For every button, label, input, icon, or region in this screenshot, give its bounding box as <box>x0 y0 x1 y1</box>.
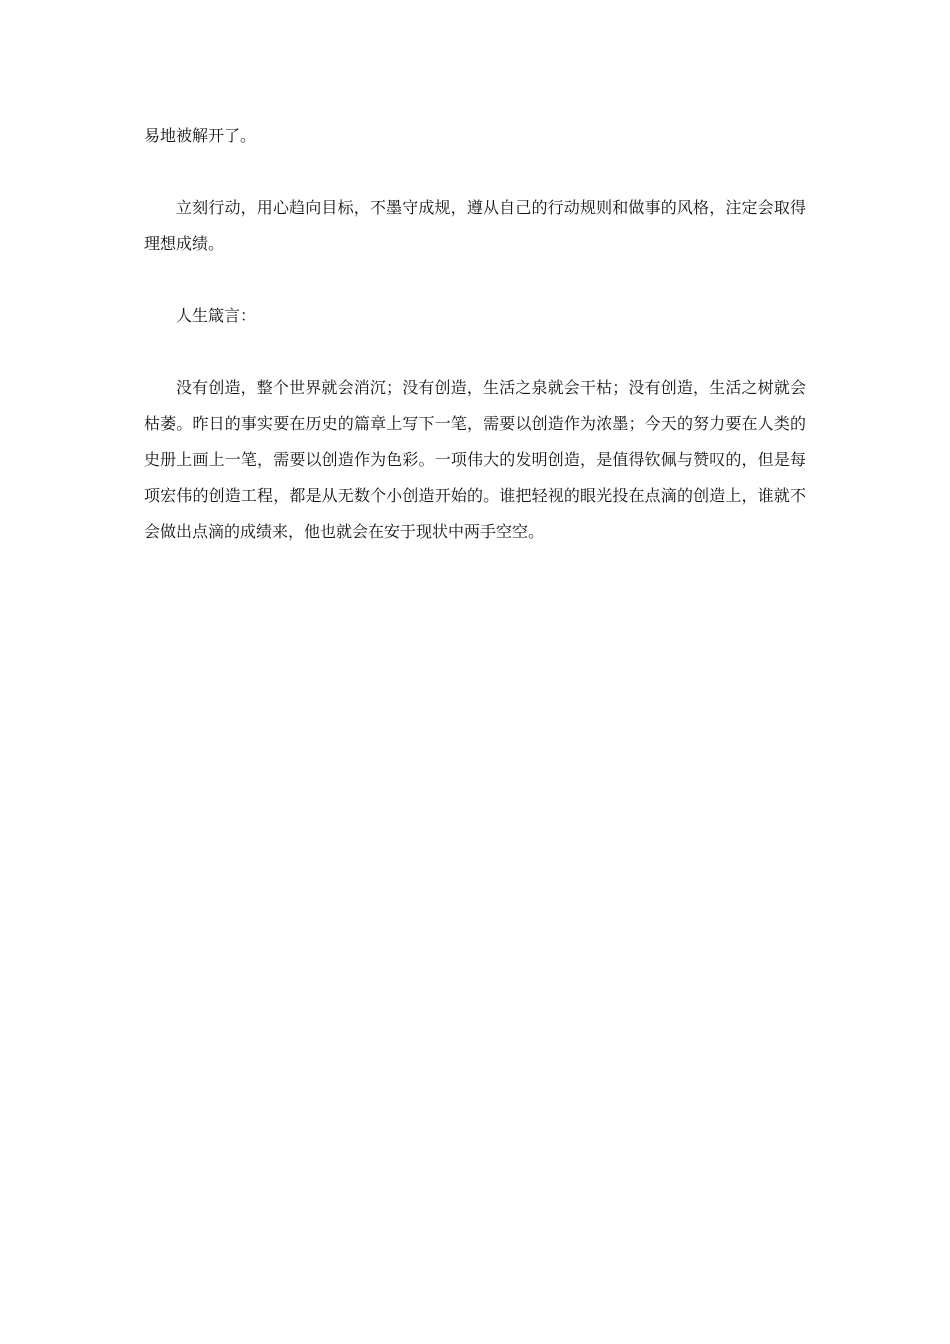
paragraph-creation: 没有创造，整个世界就会消沉；没有创造，生活之泉就会干枯；没有创造，生活之树就会枯萎。昨日的事实要在历史的篇章上写下一笔，需要以创造作为浓墨；今天的努力要在人类的史册上画上一笔，需要以创造作为色彩。一项伟大的发明创造，是值得钦佩与赞叹的，但是每项宏伟的创造工程，都是从无数个小创造开始的。谁把轻视的眼光投在点滴的创造上，谁就不会做出点滴的成绩来，他也就会在安于现状中两手空空。 <box>144 378 806 541</box>
document-body <box>144 118 806 550</box>
paragraph-continuation: 易地被解开了。 <box>144 126 257 145</box>
paragraph-action: 立刻行动，用心趋向目标，不墨守成规，遵从自己的行动规则和做事的风格，注定会取得理想成绩。 <box>144 198 806 253</box>
paragraph-heading-motto: 人生箴言： <box>176 306 257 325</box>
